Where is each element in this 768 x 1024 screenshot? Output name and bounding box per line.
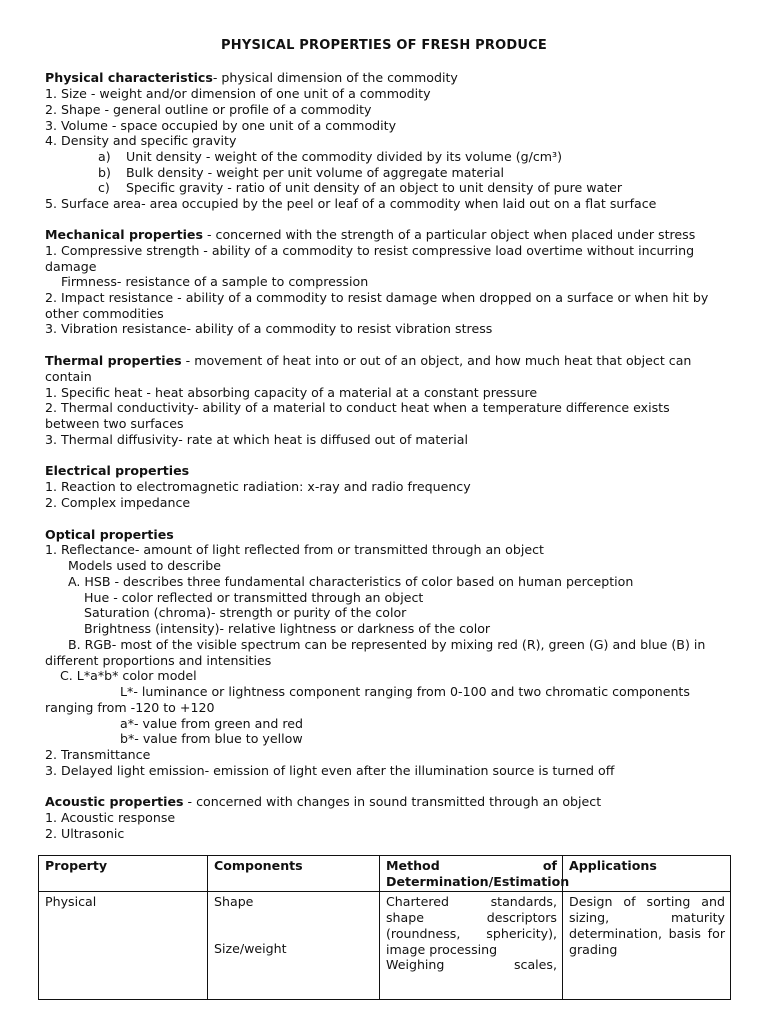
header-applications: Applications [563, 856, 731, 892]
optical-bstar: b*- value from blue to yellow [120, 731, 303, 746]
acoustic-item-2: 2. Ultrasonic [45, 826, 125, 841]
header-property: Property [39, 856, 208, 892]
optical-brightness: Brightness (intensity)- relative lightness or darkness of the color [84, 621, 491, 636]
optical-hue: Hue - color reflected or transmitted through an object [84, 590, 424, 605]
optical-astar: a*- value from green and red [120, 716, 303, 731]
optical-heading: Optical properties [45, 527, 174, 542]
mechanical-heading: Mechanical properties [45, 227, 203, 242]
header-components: Components [208, 856, 380, 892]
method-line: shape descriptors [386, 910, 557, 926]
cell-property: Physical [39, 892, 208, 1000]
thermal-item-2-cont: between two surfaces [45, 416, 184, 431]
header-method-line-2: Determination/Estimation [386, 873, 570, 889]
mechanical-intro: - concerned with the strength of a particular object when placed under stress [202, 227, 696, 242]
physical-subitem-c [45, 180, 723, 196]
cell-method [380, 892, 563, 1000]
optical-lab: C. L*a*b* color model [60, 668, 197, 683]
acoustic-item-1: 1. Acoustic response [45, 810, 176, 825]
optical-item-1: 1. Reflectance- amount of light reflected from or transmitted through an object [45, 542, 544, 557]
optical-rgb: B. RGB- most of the visible spectrum can be represented by mixing red (R), green (G) and blue (B) in [68, 637, 706, 652]
method-line: Chartered standards, [386, 894, 557, 910]
physical-item-3: 3. Volume - space occupied by one unit of a commodity [45, 118, 397, 133]
optical-saturation: Saturation (chroma)- strength or purity of the color [84, 605, 407, 620]
application-line: Design of sorting and [569, 894, 725, 910]
thermal-intro-cont: contain [45, 369, 92, 384]
thermal-heading: Thermal properties [45, 353, 182, 368]
thermal-heading-line [45, 353, 723, 369]
method-line: (roundness, sphericity), [386, 925, 557, 941]
document-title: PHYSICAL PROPERTIES OF FRESH PRODUCE [221, 38, 547, 53]
method-line: Weighing scales, [386, 957, 557, 973]
optical-rgb-cont: different proportions and intensities [45, 653, 272, 668]
thermal-item-3: 3. Thermal diffusivity- rate at which heat is diffused out of material [45, 432, 468, 447]
optical-item-3: 3. Delayed light emission- emission of light even after the illumination source is turned off [45, 763, 615, 778]
table-header-row [39, 856, 731, 892]
subitem-letter: c) [98, 180, 110, 195]
mechanical-item-1-cont: damage [45, 259, 97, 274]
mechanical-item-3: 3. Vibration resistance- ability of a commodity to resist vibration stress [45, 321, 493, 336]
mechanical-heading-line [45, 227, 723, 243]
physical-item-5: 5. Surface area- area occupied by the peel or leaf of a commodity when laid out on a flat surface [45, 196, 657, 211]
acoustic-intro: - concerned with changes in sound transmitted through an object [183, 794, 602, 809]
optical-hsb: A. HSB - describes three fundamental characteristics of color based on human perception [68, 574, 634, 589]
cell-components [208, 892, 380, 1000]
subitem-text: Specific gravity - ratio of unit density of an object to unit density of pure water [126, 180, 623, 195]
thermal-item-1: 1. Specific heat - heat absorbing capacity of a material at a constant pressure [45, 385, 538, 400]
application-line: sizing, maturity [569, 910, 725, 926]
physical-heading: Physical characteristics [45, 70, 213, 85]
physical-heading-line [45, 70, 723, 86]
subitem-letter: b) [98, 165, 111, 180]
optical-lstar: L*- luminance or lightness component ranging from 0-100 and two chromatic components [120, 684, 690, 699]
physical-subitem-b [45, 165, 723, 181]
optical-lstar-cont: ranging from -120 to +120 [45, 700, 215, 715]
component-shape: Shape [214, 894, 254, 910]
application-line: determination, basis for [569, 925, 725, 941]
header-method [380, 856, 570, 892]
cell-applications [563, 892, 731, 1000]
table-row [39, 892, 731, 1000]
mechanical-firmness: Firmness- resistance of a sample to compression [61, 274, 369, 289]
subitem-text: Unit density - weight of the commodity divided by its volume (g/cm³) [126, 149, 562, 164]
physical-item-1: 1. Size - weight and/or dimension of one unit of a commodity [45, 86, 431, 101]
application-line: grading [569, 941, 618, 957]
acoustic-heading: Acoustic properties [45, 794, 184, 809]
electrical-heading: Electrical properties [45, 463, 190, 478]
header-method-line-1: Method of [386, 858, 557, 873]
properties-table [38, 855, 731, 1000]
physical-intro: - physical dimension of the commodity [212, 70, 458, 85]
mechanical-item-2: 2. Impact resistance - ability of a commodity to resist damage when dropped on a surface or when hit by [45, 290, 709, 305]
component-size-weight: Size/weight [214, 941, 287, 957]
optical-models: Models used to describe [68, 558, 221, 573]
subitem-letter: a) [98, 149, 111, 164]
physical-item-4: 4. Density and specific gravity [45, 133, 237, 148]
acoustic-heading-line [45, 794, 723, 810]
thermal-item-2: 2. Thermal conductivity- ability of a material to conduct heat when a temperature difference exists [45, 400, 670, 415]
mechanical-item-2-cont: other commodities [45, 306, 164, 321]
electrical-item-1: 1. Reaction to electromagnetic radiation: x-ray and radio frequency [45, 479, 471, 494]
physical-item-2: 2. Shape - general outline or profile of a commodity [45, 102, 372, 117]
thermal-intro: - movement of heat into or out of an object, and how much heat that object can [181, 353, 692, 368]
method-line: image processing [386, 941, 498, 957]
optical-item-2: 2. Transmittance [45, 747, 151, 762]
physical-subitem-a [45, 149, 723, 165]
electrical-item-2: 2. Complex impedance [45, 495, 191, 510]
subitem-text: Bulk density - weight per unit volume of aggregate material [126, 165, 505, 180]
mechanical-item-1: 1. Compressive strength - ability of a commodity to resist compressive load overtime without incurring [45, 243, 695, 258]
